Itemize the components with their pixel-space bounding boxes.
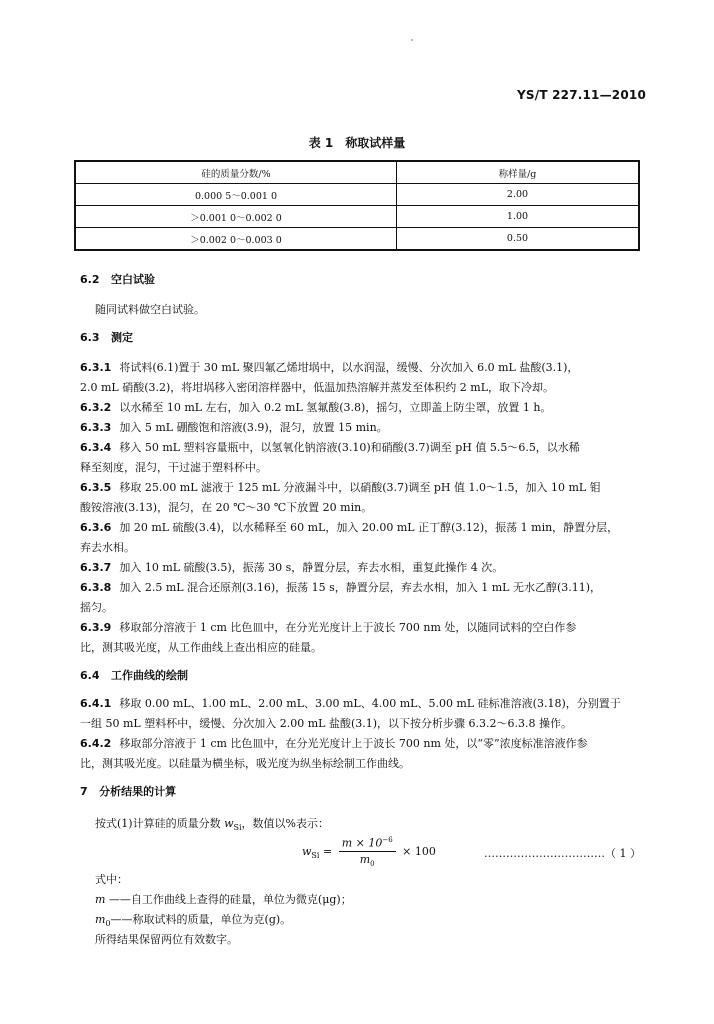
table-cell: ＞0.001 0～0.002 0 <box>75 206 397 228</box>
clause-text-line: 比，测其吸光度。以硅量为横坐标，吸光度为纵坐标绘制工作曲线。 <box>80 757 410 770</box>
standard-number: YS/T 227.11—2010 <box>517 88 646 102</box>
section-heading-6-3 <box>80 328 646 348</box>
clause-text: 移取 0.00 mL、1.00 mL、2.00 mL、3.00 mL、4.00 mL、5.00 mL 硅标准溶液(3.18)，分别置于 <box>119 697 621 710</box>
fraction-numerator <box>339 836 396 852</box>
clause-6-3-2 <box>80 398 646 418</box>
denominator-sub: 0 <box>370 859 375 868</box>
clause-number: 6.3.1 <box>80 361 112 374</box>
clause-text-line: 比，测其吸光度，从工作曲线上查出相应的硅量。 <box>80 641 322 654</box>
result-note: 所得结果保留两位有效数字。 <box>95 933 238 946</box>
section-title: 工作曲线的绘制 <box>111 669 188 682</box>
clause-text: 加 20 mL 硫酸(3.4)，以水稀释至 60 mL，加入 20.00 mL 正丁醇(3.12)，振荡 1 min，静置分层， <box>119 521 619 534</box>
clause-number: 6.3.7 <box>80 561 112 574</box>
section-number: 7 <box>80 785 88 798</box>
variable-symbol: m <box>95 913 106 926</box>
clause-text: 移取部分溶液于 1 cm 比色皿中，在分光光度计上于波长 700 nm 处，以“零”浓度标准溶液作参 <box>119 737 588 750</box>
clause-text-line: 释至刻度，混匀，干过滤于塑料杯中。 <box>80 461 267 474</box>
table-cell: 0.000 5～0.001 0 <box>75 184 397 206</box>
variable-definition <box>95 890 661 910</box>
section-title: 测定 <box>111 331 133 344</box>
clause-text: 移取部分溶液于 1 cm 比色皿中，在分光光度计上于波长 700 nm 处，以随同试料的空白作参 <box>119 621 577 634</box>
equals-sign: = <box>322 844 333 858</box>
table-caption: 表 1 称取试样量 <box>308 136 406 150</box>
clause-6-4-1 <box>80 694 646 714</box>
clause-text-line: 摇匀。 <box>80 601 113 614</box>
clause-6-3-3 <box>80 418 646 438</box>
clause-number: 6.3.3 <box>80 421 112 434</box>
sample-mass-table <box>74 160 640 251</box>
fraction <box>339 836 396 868</box>
where-label: 式中： <box>95 873 128 886</box>
scan-speck <box>411 39 413 41</box>
clause-text: 加入 5 mL 硼酸饱和溶液(3.9)，混匀，放置 15 min。 <box>119 421 388 434</box>
formula-intro <box>95 814 661 838</box>
numerator-exponent: −6 <box>382 836 393 844</box>
table-cell: ＞0.002 0～0.003 0 <box>75 228 397 251</box>
formula-lhs: w <box>302 844 312 858</box>
section-number: 6.2 <box>80 273 100 286</box>
intro-text-tail: ，数值以%表示： <box>241 817 329 830</box>
clause-number: 6.3.4 <box>80 441 112 454</box>
section-heading-6-2 <box>80 270 646 290</box>
clause-number: 6.3.8 <box>80 581 112 594</box>
clause-text-line: 弃去水相。 <box>80 541 135 554</box>
clause-text: 加入 2.5 mL 混合还原剂(3.16)，振荡 15 s，静置分层，弃去水相，加入 1 mL 无水乙醇(3.11)， <box>119 581 602 594</box>
clause-6-3-5 <box>80 478 646 498</box>
clause-text-line: 一组 50 mL 塑料杯中，缓慢、分次加入 2.00 mL 盐酸(3.1)，以下按分析步骤 6.3.2～6.3.8 操作。 <box>80 717 572 730</box>
clause-6-3-8 <box>80 578 646 598</box>
table-cell: 2.00 <box>397 184 640 206</box>
variable-text: ——自工作曲线上查得的硅量，单位为微克(μg)； <box>105 893 352 906</box>
fraction-denominator <box>339 852 396 868</box>
denominator-text: m <box>359 852 371 866</box>
clause-6-4-2 <box>80 734 646 754</box>
section-heading-6-4 <box>80 666 646 686</box>
clause-6-3-7 <box>80 558 646 578</box>
formula-lhs-sub: Si <box>311 851 320 861</box>
table-row <box>75 228 639 251</box>
clause-text: 以水稀至 10 mL 左右，加入 0.2 mL 氢氟酸(3.8)，摇匀，立即盖上防尘罩，放置 1 h。 <box>119 401 552 414</box>
clause-text: 移入 50 mL 塑料容量瓶中，以氢氧化钠溶液(3.10)和硝酸(3.7)调至 pH 值 5.5～6.5，以水稀 <box>119 441 580 454</box>
clause-number: 6.3.5 <box>80 481 112 494</box>
clause-6-3-4 <box>80 438 646 458</box>
table-row <box>75 206 639 228</box>
equation-number: ……………………………（ 1 ） <box>484 847 641 860</box>
section-number: 6.3 <box>80 331 100 344</box>
section-heading-7 <box>80 782 646 802</box>
clause-text: 加入 10 mL 硫酸(3.5)，振荡 30 s，静置分层，弃去水相，重复此操作 4 次。 <box>119 561 504 574</box>
section-title: 分析结果的计算 <box>99 785 177 798</box>
clause-text: 移取 25.00 mL 滤液于 125 mL 分液漏斗中，以硝酸(3.7)调至 pH 值 1.0～1.5，加入 10 mL 钼 <box>119 481 601 494</box>
table-header-cell: 称样量/g <box>397 161 640 184</box>
symbol-subscript: Si <box>233 823 242 833</box>
table-cell: 1.00 <box>397 206 640 228</box>
clause-text-line: 酸铵溶液(3.13)，混匀，在 20 ℃～30 ℃下放置 20 min。 <box>80 501 373 514</box>
variable-subscript: 0 <box>105 919 111 929</box>
table-cell: 0.50 <box>397 228 640 251</box>
formula-tail: × 100 <box>402 844 436 858</box>
table-header-cell: 硅的质量分数/% <box>75 161 397 184</box>
section-number: 6.4 <box>80 669 100 682</box>
table-header-row <box>75 161 639 184</box>
numerator-text: m × 10 <box>341 836 383 850</box>
section-title: 空白试验 <box>111 273 155 286</box>
clause-6-3-6 <box>80 518 646 538</box>
clause-6-3-1 <box>80 358 646 378</box>
intro-text: 按式(1)计算硅的质量分数 <box>95 817 225 830</box>
table-row <box>75 184 639 206</box>
formula-1 <box>302 836 436 868</box>
variable-text: ——称取试料的质量，单位为克(g)。 <box>110 913 292 926</box>
variable-symbol: m <box>95 893 106 906</box>
paragraph: 随同试料做空白试验。 <box>95 303 205 316</box>
clause-number: 6.4.2 <box>80 737 112 750</box>
clause-number: 6.3.9 <box>80 621 112 634</box>
clause-text: 将试料(6.1)置于 30 mL 聚四氟乙烯坩埚中，以水润湿，缓慢、分次加入 6.0 mL 盐酸(3.1)， <box>119 361 579 374</box>
clause-6-3-9 <box>80 618 646 638</box>
clause-number: 6.3.6 <box>80 521 112 534</box>
clause-number: 6.3.2 <box>80 401 112 414</box>
clause-number: 6.4.1 <box>80 697 112 710</box>
symbol-w: w <box>224 817 234 830</box>
clause-text-line: 2.0 mL 硝酸(3.2)，将坩埚移入密闭溶样器中，低温加热溶解并蒸发至体积约 2 mL，取下冷却。 <box>80 381 555 394</box>
